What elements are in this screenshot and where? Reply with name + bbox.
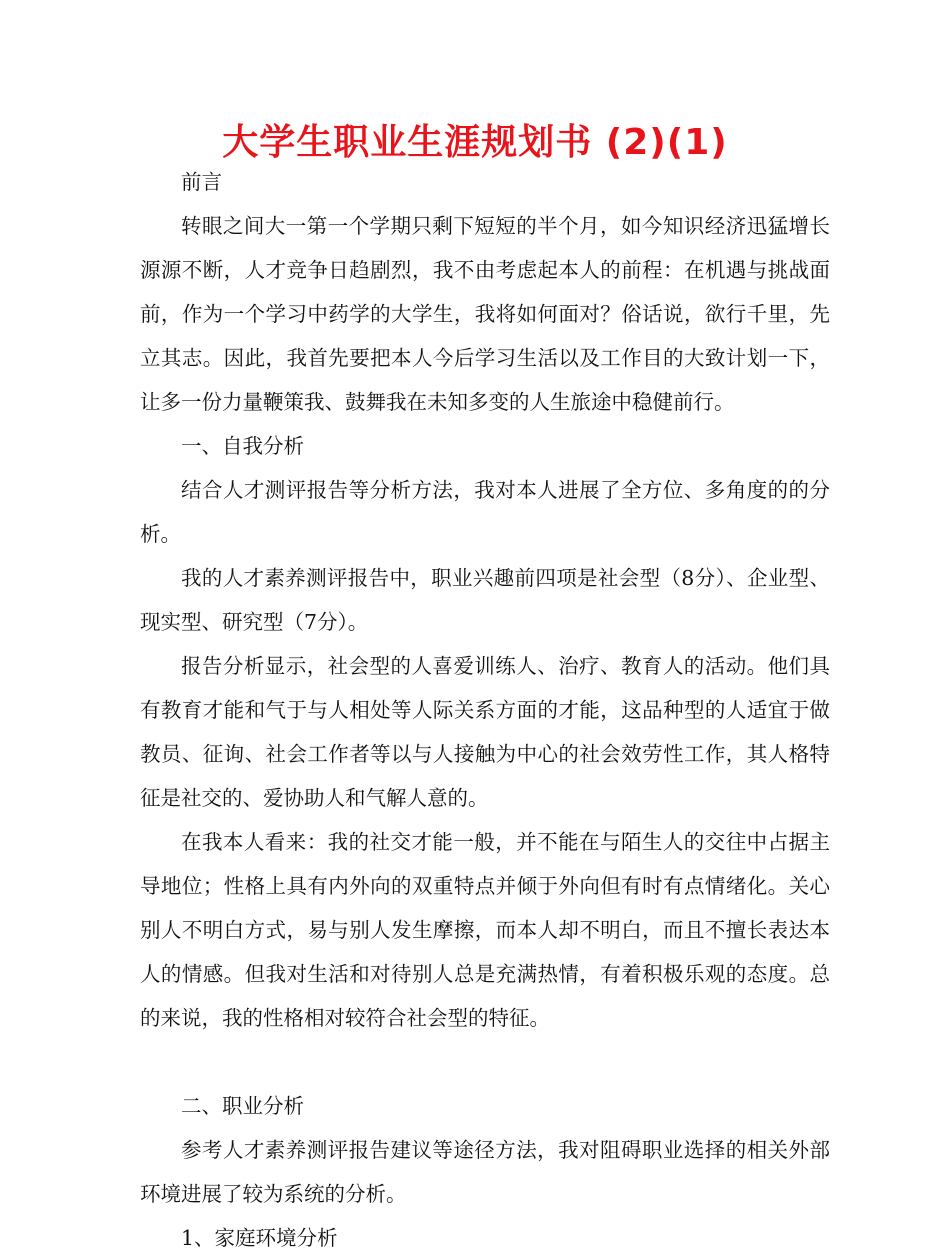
paragraph-career-analysis: 参考人才素养测评报告建议等途径方法，我对阻碍职业选择的相关外部环境进展了较为系统的分析。 bbox=[140, 1138, 830, 1206]
heading-self-analysis: 一、自我分析 bbox=[181, 434, 304, 458]
paragraph-report-analysis: 报告分析显示，社会型的人喜爱训练人、治疗、教育人的活动。他们具有教育才能和气于与人相处等人际关系方面的才能，这品种型的人适宜于做教员、征询、社会工作者等以与人接触为中心的社会效劳性工作，其人格特征是社交的、爱协助人和气解人意的。 bbox=[140, 654, 830, 810]
paragraph-personal-view: 在我本人看来：我的社交才能一般，并不能在与陌生人的交往中占据主导地位；性格上具有内外向的双重特点并倾于外向但有时有点情绪化。关心别人不明白方式，易与别人发生摩擦，而本人却不明白，而且不擅长表达本人的情感。但我对生活和对待别人总是充满热情，有着积极乐观的态度。总的来说，我的性格相对较符合社会型的特征。 bbox=[140, 830, 830, 1030]
document-body bbox=[140, 160, 830, 1260]
heading-career-analysis: 二、职业分析 bbox=[181, 1094, 304, 1118]
paragraph-self-analysis-method: 结合人才测评报告等分析方法，我对本人进展了全方位、多角度的的分析。 bbox=[140, 478, 830, 546]
heading-family-environment: 1、家庭环境分析 bbox=[181, 1226, 338, 1250]
paragraph-talent-report: 我的人才素养测评报告中，职业兴趣前四项是社会型（8分）、企业型、现实型、研究型（7分）。 bbox=[140, 566, 830, 634]
heading-preface: 前言 bbox=[181, 170, 222, 194]
paragraph-preface: 转眼之间大一第一个学期只剩下短短的半个月，如今知识经济迅猛增长源源不断，人才竞争日趋剧烈，我不由考虑起本人的前程：在机遇与挑战面前，作为一个学习中药学的大学生，我将如何面对？俗话说，欲行千里，先立其志。因此，我首先要把本人今后学习生活以及工作目的大致计划一下，让多一份力量鞭策我、鼓舞我在未知多变的人生旅途中稳健前行。 bbox=[140, 214, 830, 414]
document-title: 大学生职业生涯规划书 (2)(1) bbox=[222, 122, 728, 163]
